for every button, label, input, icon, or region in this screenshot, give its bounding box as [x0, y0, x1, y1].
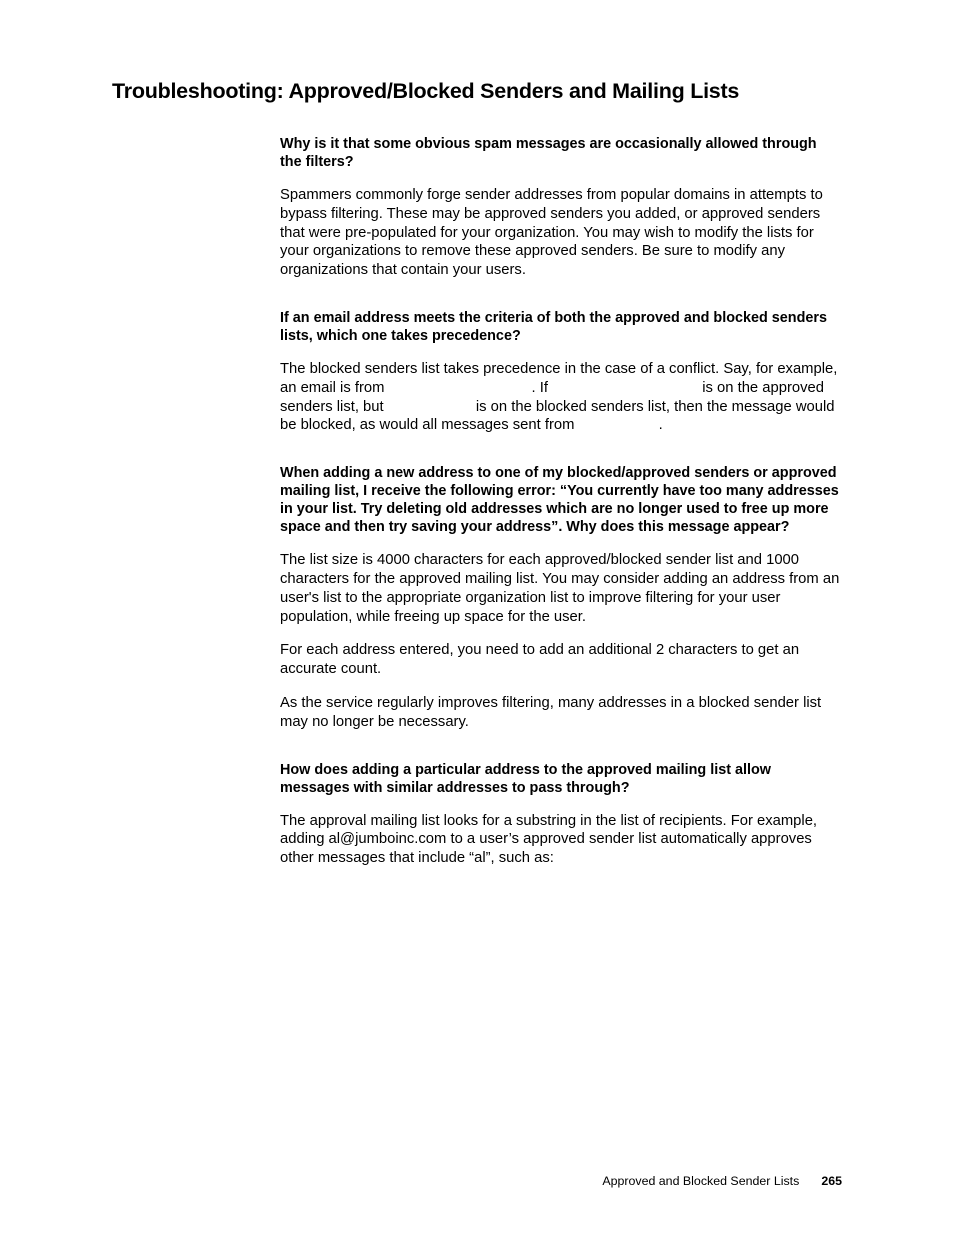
faq-question: How does adding a particular address to the approved mailing list allow messages with similar addresses to pass through?: [280, 761, 771, 796]
section-gap: [280, 450, 842, 464]
faq-answer: The approval mailing list looks for a substring in the list of recipients. For example, adding al@jumboinc.com to a user’s approved sender list automatically approves other messages that include “al”, such as:: [280, 812, 818, 867]
faq-question: Why is it that some obvious spam messages are occasionally allowed through the filters?: [280, 136, 817, 170]
answer-text: The blocked senders list takes precedence in the case of a conflict. Say, for example, an email is from: [280, 360, 838, 396]
answer-text: is on the blocked senders list, then the message would be blocked, as would all messages sent from: [280, 398, 835, 434]
faq-question: If an email address meets the criteria of both the approved and blocked senders lists, which one takes precedence?: [280, 309, 827, 344]
faq-answer: [280, 360, 842, 435]
page-number: 265: [821, 1174, 842, 1188]
faq-answer: The list size is 4000 characters for each approved/blocked sender list and 1000 characters for the approved mailing list. You may consider adding an address from an user's list to the appropriate organization list to improve filtering for your user population, while freeing up space for the user.: [280, 552, 840, 625]
footer-section-title: Approved and Blocked Sender Lists: [602, 1174, 800, 1188]
answer-text: . If: [531, 379, 553, 396]
page-title: Troubleshooting: Approved/Blocked Senders and Mailing Lists: [112, 79, 740, 103]
page-footer: [500, 1173, 842, 1189]
answer-text: .: [658, 417, 663, 434]
answer-text: is on the approved senders list, but: [280, 379, 824, 415]
faq-answer: For each address entered, you need to add an additional 2 characters to get an accurate count.: [280, 642, 800, 678]
faq-question: When adding a new address to one of my blocked/approved senders or approved mailing list, I receive the following error: “You currently have too many addresses in your list. Try deleting old addresses which are no longer used to free up more space and then try saving your address”. Why does this message appear?: [280, 465, 839, 536]
content-column: [280, 135, 842, 883]
faq-answer: As the service regularly improves filtering, many addresses in a blocked sender list may no longer be necessary.: [280, 694, 822, 730]
section-gap: [280, 295, 842, 309]
faq-answer: Spammers commonly forge sender addresses from popular domains in attempts to bypass filtering. These may be approved senders you added, or approved senders that were pre-populated for your organization. You may wish to modify the lists for your organizations to remove these approved senders. Be sure to modify any organizations that contain your users.: [280, 187, 823, 279]
section-gap: [280, 747, 842, 761]
